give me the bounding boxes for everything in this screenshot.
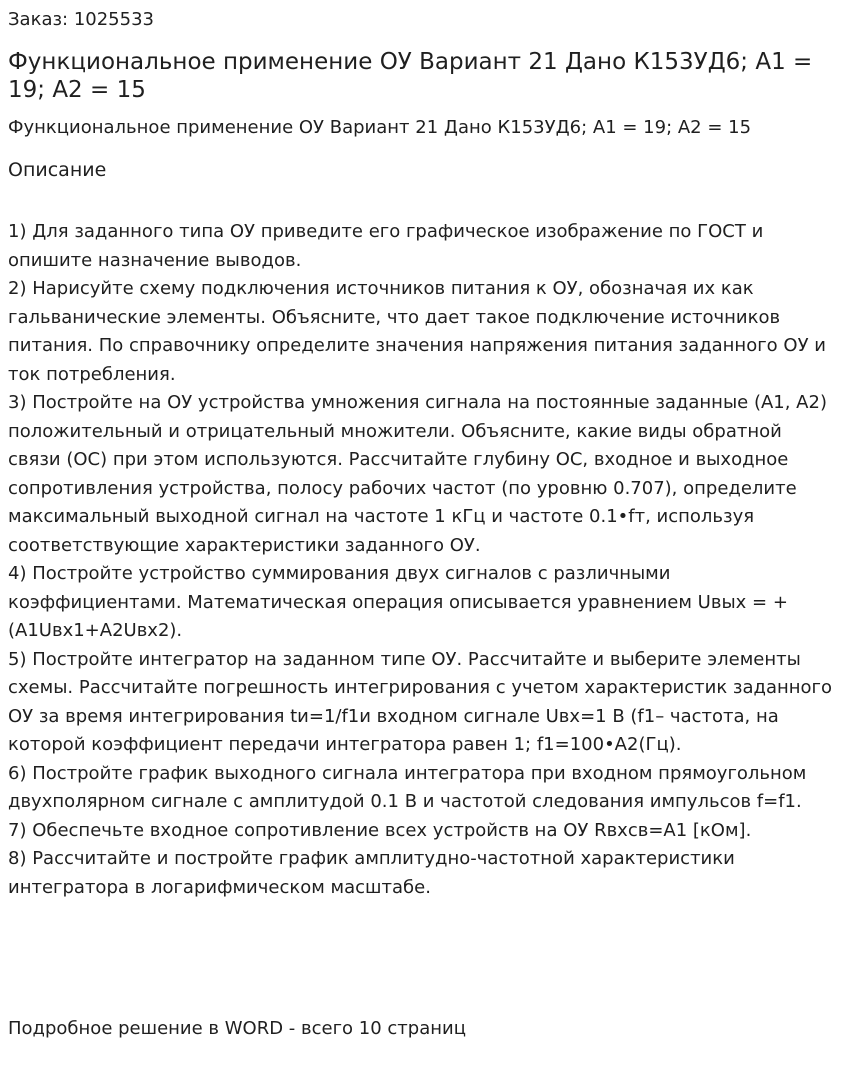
task-item	[8, 760, 840, 817]
task-item	[8, 817, 840, 846]
task-text: 8) Рассчитайте и постройте график амплитудно-частотной характеристики интегратора в логарифмическом масштабе.	[8, 848, 735, 898]
task-text: 3) Постройте на ОУ устройства умножения сигнала на постоянные заданные (А1, А2) положительный и отрицательный множители. Объясните, какие виды обратной связи (ОС) при этом используются. Рассчитайте глубину ОС, входное и выходное	[8, 392, 827, 470]
task-item	[8, 218, 840, 275]
page-title: Функциональное применение ОУ Вариант 21 Дано К153УД6; А1 = 19; А2 = 15	[8, 49, 813, 103]
task-text: 2) Нарисуйте схему подключения источников питания к ОУ, обозначая их как гальванические элементы. Объясните, что дает такое подключение источников питания. По справочнику определите значения напряжения питания заданного ОУ и ток потребления.	[8, 278, 826, 385]
task-list	[8, 218, 840, 902]
task-item	[8, 646, 840, 760]
task-item	[8, 845, 840, 902]
order-number: Заказ: 1025533	[8, 9, 154, 30]
task-text-continuation: сопротивления устройства, полосу рабочих частот (по уровню 0.707), определите максимальный выходной сигнал на частоте 1 кГц и частоте 0.1•fт, используя соответствующие характеристики заданного ОУ.	[8, 477, 797, 556]
task-text: 7) Обеспечьте входное сопротивление всех устройств на ОУ Rвхсв=А1 [кОм].	[8, 819, 752, 841]
footer-note: Подробное решение в WORD - всего 10 страниц	[8, 1018, 466, 1039]
task-text: 5) Постройте интегратор на заданном типе ОУ. Рассчитайте и выберите элементы схемы. Рассчитайте погрешность интегрирования с учетом характеристик заданного ОУ за время интегрирования tи=1/f1и входном сигнале Uвх=1 В (f1– частота, на которой коэффициент передачи интегратора равен 1; f1=100•А2(Гц).	[8, 648, 833, 755]
task-item	[8, 389, 840, 560]
task-item	[8, 275, 840, 389]
task-text: 6) Постройте график выходного сигнала интегратора при входном прямоугольном двухполярном сигнале с амплитудой 0.1 В и частотой следования импульсов f=f1.	[8, 762, 807, 812]
page-subtitle: Функциональное применение ОУ Вариант 21 Дано К153УД6; А1 = 19; А2 = 15	[8, 117, 752, 138]
task-item	[8, 560, 840, 646]
description-heading: Описание	[8, 159, 107, 181]
task-text: 4) Постройте устройство суммирования двух сигналов с различными коэффициентами. Математическая операция описывается уравнением Uвых = +(А1Uвх1+А2Uвх2).	[8, 563, 788, 641]
task-text: 1) Для заданного типа ОУ приведите его графическое изображение по ГОСТ и опишите назначение выводов.	[8, 221, 764, 271]
